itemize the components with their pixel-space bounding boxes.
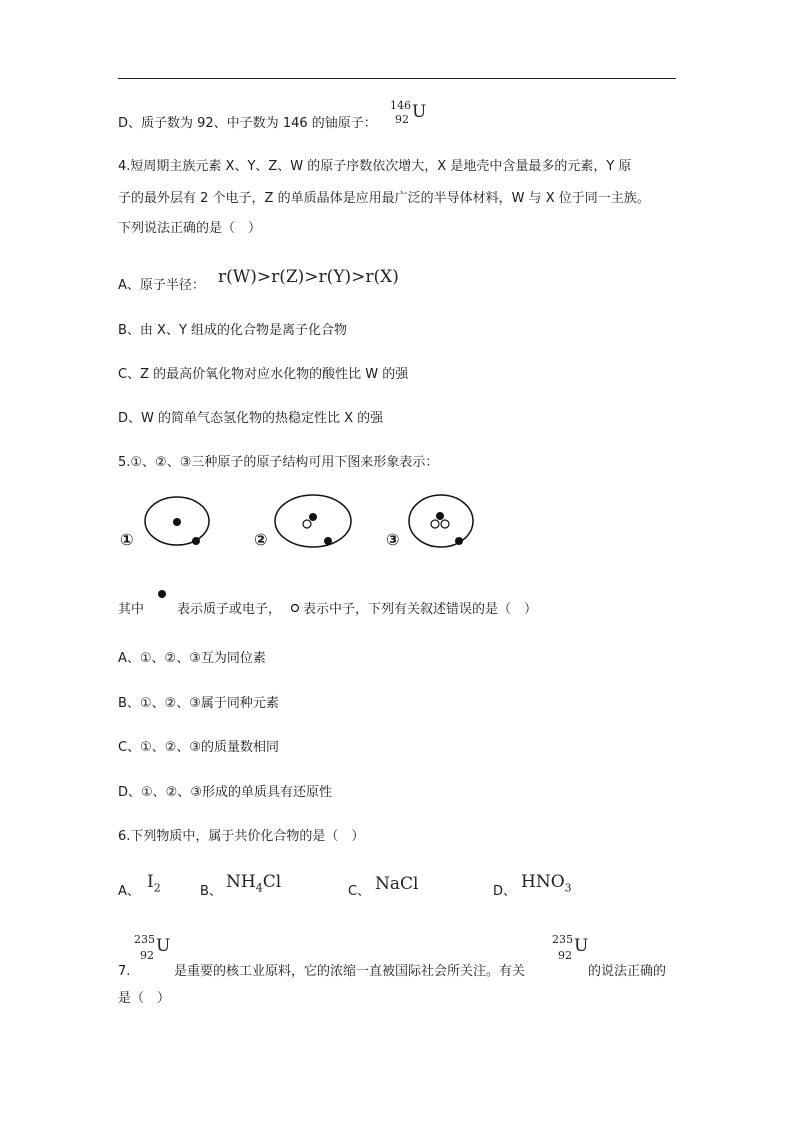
q4-atomic-radius-formula: r(W)>r(Z)>r(Y)>r(X) (218, 267, 399, 287)
q7-stem-mid: 是重要的核工业原料，它的浓缩一直被国际社会所关注。有关 (174, 964, 526, 979)
hollow-dot-icon (290, 603, 300, 613)
q4-stem-line2: 子的最外层有 2 个电子，Z 的单质晶体是应用最广泛的半导体材料，W 与 X 位于同一主族。 (118, 191, 650, 206)
q5-option-d: D、①、②、③形成的单质具有还原性 (118, 785, 332, 800)
atom-3-label: ③ (386, 530, 400, 549)
atom-2-diagram (275, 495, 351, 547)
q7-stem-line2: 是（ ） (118, 991, 171, 1006)
atom-3-diagram (409, 495, 473, 547)
header-rule (118, 78, 676, 79)
q4-option-b: B、由 X、Y 组成的化合物是离子化合物 (118, 323, 348, 338)
q7-number: 7. (118, 964, 131, 979)
atom-structure-figure (118, 490, 498, 560)
q6-option-a-label: A、 (118, 884, 140, 899)
q5-option-b: B、①、②、③属于同种元素 (118, 696, 279, 711)
atom-2-label: ② (254, 530, 268, 549)
q5-legend-mid: 表示质子或电子， (177, 602, 282, 617)
q6-option-c-label: C、 (348, 884, 371, 899)
atom-1-label: ① (120, 530, 134, 549)
atom-diagrams (118, 490, 498, 556)
filled-dot-icon (157, 589, 167, 599)
q4-option-a-label: A、原子半径： (118, 278, 205, 293)
q4-stem-line3: 下列说法正确的是（ ） (118, 221, 262, 236)
q6-option-b-label: B、 (200, 884, 222, 899)
q5-legend-post: 表示中子，下列有关叙述错误的是（ ） (303, 602, 538, 617)
q3-option-d: D、质子数为 92、中子数为 146 的铀原子： (118, 116, 377, 131)
q6-option-a-formula: $I_2$ (147, 872, 161, 895)
q4-option-c: C、Z 的最高价氧化物对应水化物的酸性比 W 的强 (118, 367, 409, 382)
q4-stem-line1: 4.短周期主族元素 X、Y、Z、W 的原子序数依次增大，X 是地壳中含量最多的元素，Y 原 (118, 159, 632, 174)
q4-option-d: D、W 的简单气态氢化物的热稳定性比 X 的强 (118, 411, 384, 426)
q5-option-a: A、①、②、③互为同位素 (118, 651, 266, 666)
atom-1-diagram (145, 497, 209, 545)
q5-stem: 5.①、②、③三种原子的原子结构可用下图来形象表示： (118, 455, 439, 470)
q6-option-c-formula: NaCl (375, 874, 419, 894)
q6-option-d-formula: $HNO_3$ (521, 872, 572, 895)
q6-option-b-formula: $NH_4Cl$ (226, 872, 282, 895)
q5-legend-pre: 其中 (118, 602, 145, 617)
q6-option-d-label: D、 (493, 884, 517, 899)
q7-stem-tail: 的说法正确的 (588, 964, 667, 979)
q5-option-c: C、①、②、③的质量数相同 (118, 740, 280, 755)
q6-stem: 6.下列物质中，属于共价化合物的是（ ） (118, 829, 365, 844)
